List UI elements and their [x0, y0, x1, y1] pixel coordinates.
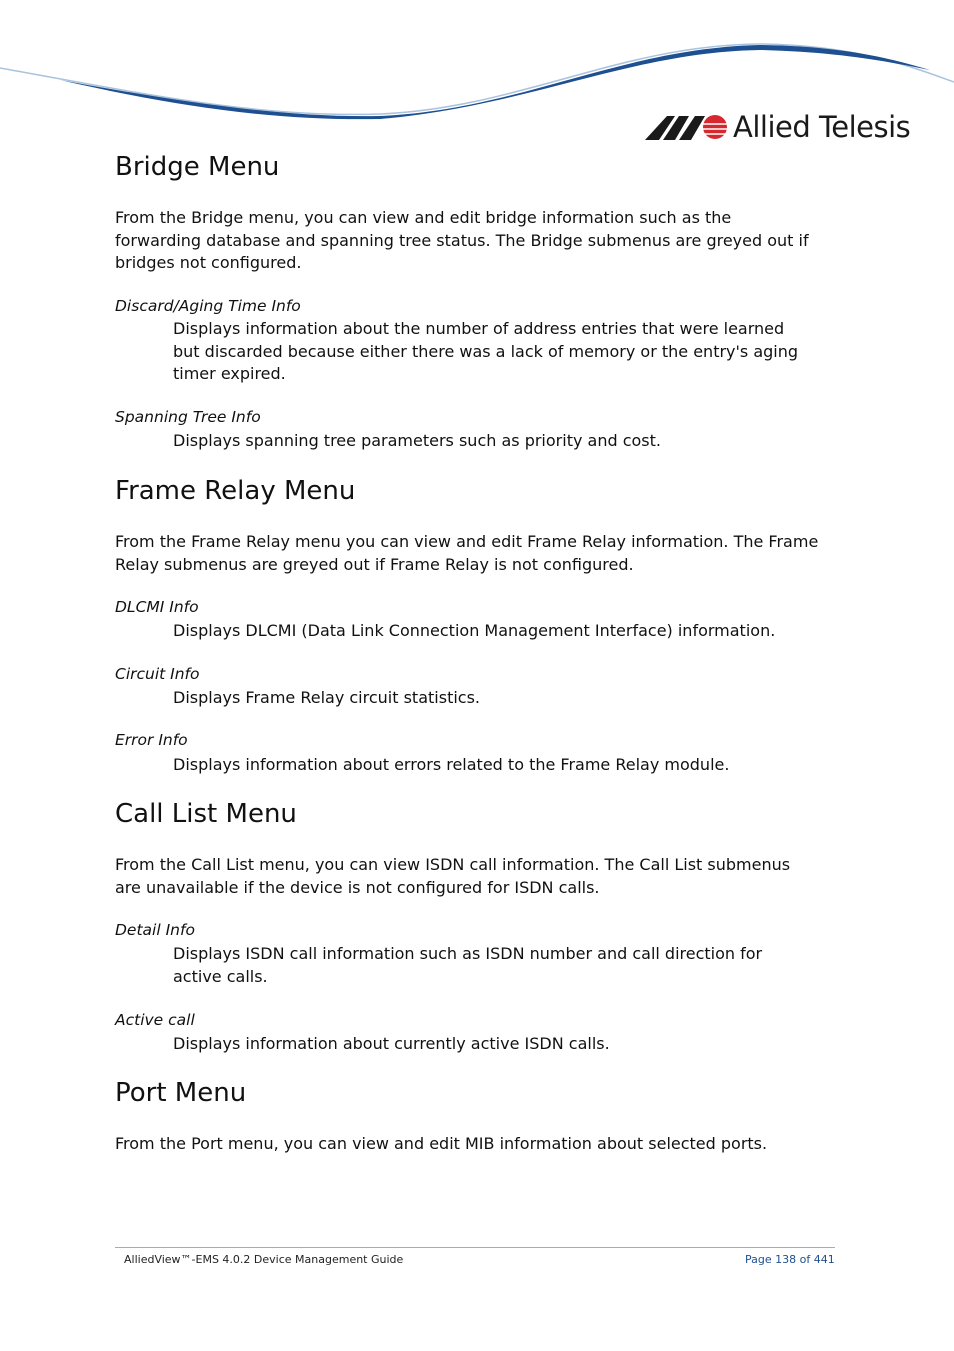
desc-detail: Displays ISDN call information such as ISDN number and call direction for active calls. [173, 944, 763, 986]
allied-telesis-logo-mark-icon [645, 112, 729, 142]
desc-active-call: Displays information about currently active ISDN calls. [173, 1034, 610, 1053]
footer-page-number: Page 138 of 441 [745, 1253, 835, 1266]
desc-error: Displays information about errors related to the Frame Relay module. [173, 755, 730, 774]
footer-divider [115, 1247, 835, 1248]
allied-telesis-logo [645, 110, 911, 146]
section-intro-bridge: From the Bridge menu, you can view and edit bridge information such as the forwarding database and spanning tree status. The Bridge submenus are greyed out if bridges not configured. [115, 208, 809, 272]
term-detail: Detail Info [115, 921, 195, 939]
section-heading-bridge: Bridge Menu [115, 152, 280, 182]
term-error: Error Info [115, 731, 188, 749]
term-active-call: Active call [115, 1011, 195, 1029]
section-intro-call-list: From the Call List menu, you can view ISDN call information. The Call List submenus are unavailable if the device is not configured for ISDN calls. [115, 855, 791, 897]
footer-doc-title: AlliedView™-EMS 4.0.2 Device Management Guide [124, 1253, 404, 1266]
section-heading-frame-relay: Frame Relay Menu [115, 476, 356, 506]
desc-dlcmi: Displays DLCMI (Data Link Connection Management Interface) information. [173, 621, 776, 640]
term-spanning-tree: Spanning Tree Info [115, 408, 261, 426]
logo-text: Allied Telesis [733, 110, 911, 144]
desc-circuit: Displays Frame Relay circuit statistics. [173, 688, 480, 707]
section-intro-frame-relay: From the Frame Relay menu you can view and edit Frame Relay information. The Frame Relay submenus are greyed out if Frame Relay is not configured. [115, 532, 819, 574]
section-heading-port: Port Menu [115, 1078, 247, 1108]
term-circuit: Circuit Info [115, 665, 200, 683]
section-heading-call-list: Call List Menu [115, 799, 297, 829]
term-dlcmi: DLCMI Info [115, 598, 199, 616]
desc-discard-aging: Displays information about the number of address entries that were learned but discarded because either there was a lack of memory or the entry's aging timer expired. [173, 319, 799, 383]
section-intro-port: From the Port menu, you can view and edit MIB information about selected ports. [115, 1134, 768, 1153]
term-discard-aging: Discard/Aging Time Info [115, 297, 301, 315]
desc-spanning-tree: Displays spanning tree parameters such as priority and cost. [173, 431, 661, 450]
